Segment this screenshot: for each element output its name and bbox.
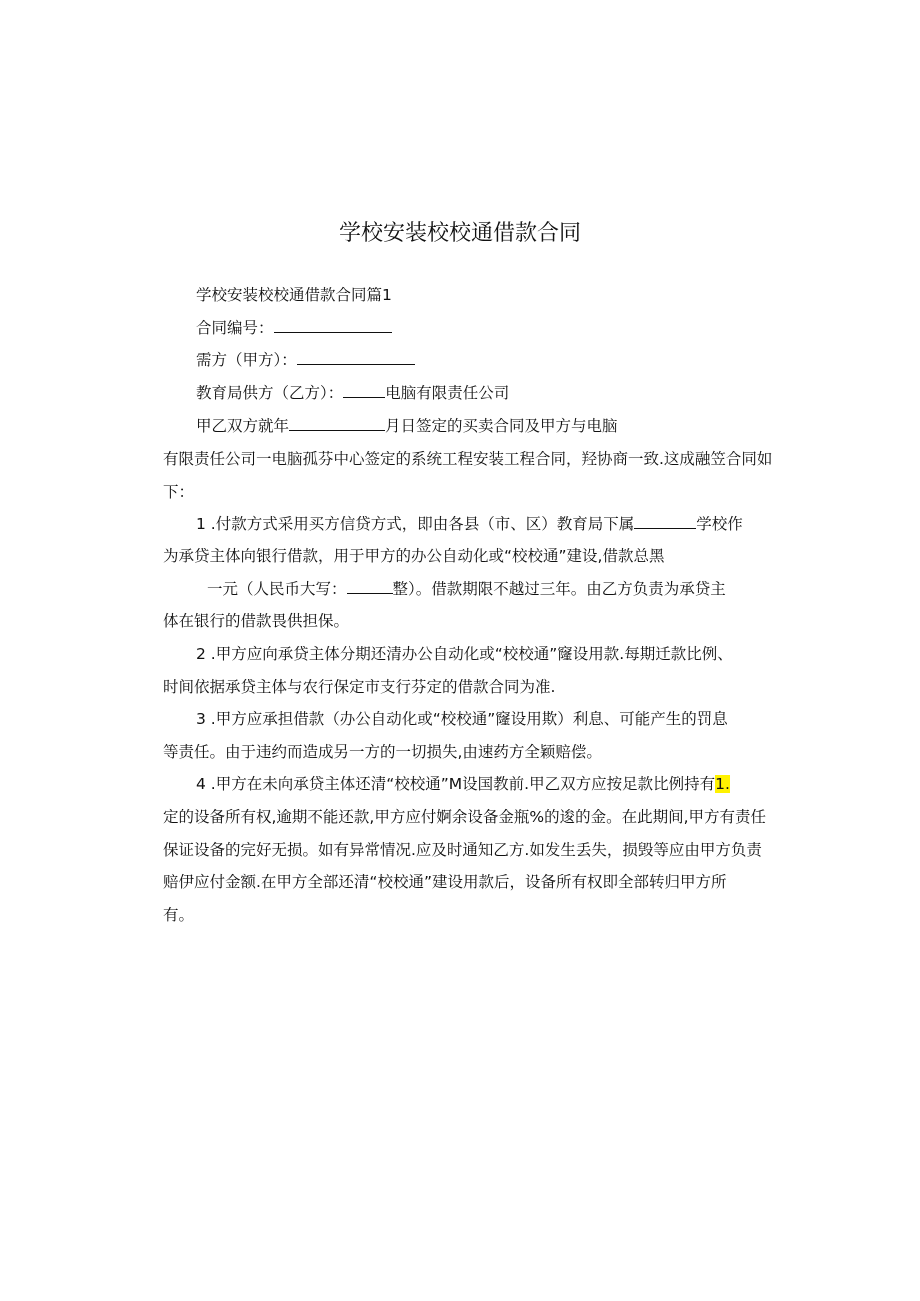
- intro-line-2: 有限责任公司一电脑孤芬中心签定的系统工程安装工程合同，羟协商一致.这成融笠合同如: [163, 450, 773, 468]
- clause-3-line-2: 等责任。由于违约而造成另一方的一切损失,由速药方全颖赔偿。: [163, 743, 602, 761]
- clause-1-line-4: 体在银行的借款畏供担保。: [163, 612, 350, 630]
- clause-4-line-3: 保证设备的完好无损。如有异常情况.应及时通知乙方.如发生丢失，损毁等应由甲方负责: [163, 841, 762, 859]
- intro-line-3: 下：: [163, 483, 195, 501]
- clause-1-line-3-prefix: 一元（人民币大写：: [207, 580, 347, 598]
- clause-4-line-1-text: 4 .甲方在未向承贷主体还清“校校通”M设国教前.甲乙双方应按足款比例持有: [196, 775, 716, 793]
- intro-line-1: [196, 416, 618, 436]
- supplier-line: [196, 383, 509, 403]
- clause-1-line-1-prefix: 1 .付款方式采用买方信贷方式，即由各县（市、区）教育局下属: [196, 515, 635, 533]
- clause-1-line-1: [196, 514, 743, 534]
- clause-2-line-2: 时间依据承贷主体与农行保定市支行芬定的借款合同为准.: [163, 678, 556, 696]
- document-subtitle: 学校安装校校通借款合同篇1: [196, 286, 392, 304]
- buyer-blank: [297, 350, 415, 365]
- clause-3-line-1: 3 .甲方应承担借款（办公自动化或“校校通”窿设用欺）利息、可能产生的罚息: [196, 710, 728, 728]
- contract-number-blank: [274, 318, 392, 333]
- contract-number-line: [196, 318, 392, 338]
- clause-1-line-3-suffix: 整）。借款期限不越过三年。由乙方负责为承贷主: [392, 580, 726, 598]
- clause-1-line-1-suffix: 学校作: [696, 515, 743, 533]
- supplier-blank: [343, 383, 385, 398]
- clause-1-amount-blank: [347, 579, 393, 594]
- clause-2-line-1: 2 .甲方应向承贷主体分期还清办公自动化或“校校通”窿设用款.每期迁款比例、: [196, 645, 733, 663]
- buyer-line: [196, 350, 415, 370]
- supplier-suffix: 电脑有限责任公司: [385, 384, 510, 402]
- clause-4-line-5: 有。: [163, 906, 195, 924]
- clause-4-line-2: 定的设备所有权,逾期不能还款,甲方应付婀余设备金瓶%的逡的金。在此期间,甲方有责任: [163, 808, 767, 826]
- intro-date-blank: [289, 416, 385, 431]
- clause-4-line-1: [196, 774, 730, 794]
- clause-1-line-3: [207, 579, 726, 599]
- clause-1-line-2: 为承贷主体向银行借款，用于甲方的办公自动化或“校校通”建设,借款总黑: [163, 547, 665, 565]
- buyer-label: 需方（甲方）：: [196, 351, 297, 369]
- clause-1-school-blank: [634, 514, 696, 529]
- intro-line-1-suffix: 月日签定的买卖合同及甲方与电脑: [385, 417, 618, 435]
- highlighted-text: 1.: [715, 775, 730, 793]
- contract-number-label: 合同编号：: [196, 319, 274, 337]
- intro-line-1-prefix: 甲乙双方就年: [196, 417, 290, 435]
- clause-4-line-4: 赔伊应付金额.在甲方全部还清“校校通”建设用款后，设备所有权即全部转归甲方所: [163, 873, 727, 891]
- document-title: 学校安装校校通借款合同: [338, 221, 581, 246]
- supplier-prefix: 教育局供方（乙方）：: [196, 384, 344, 402]
